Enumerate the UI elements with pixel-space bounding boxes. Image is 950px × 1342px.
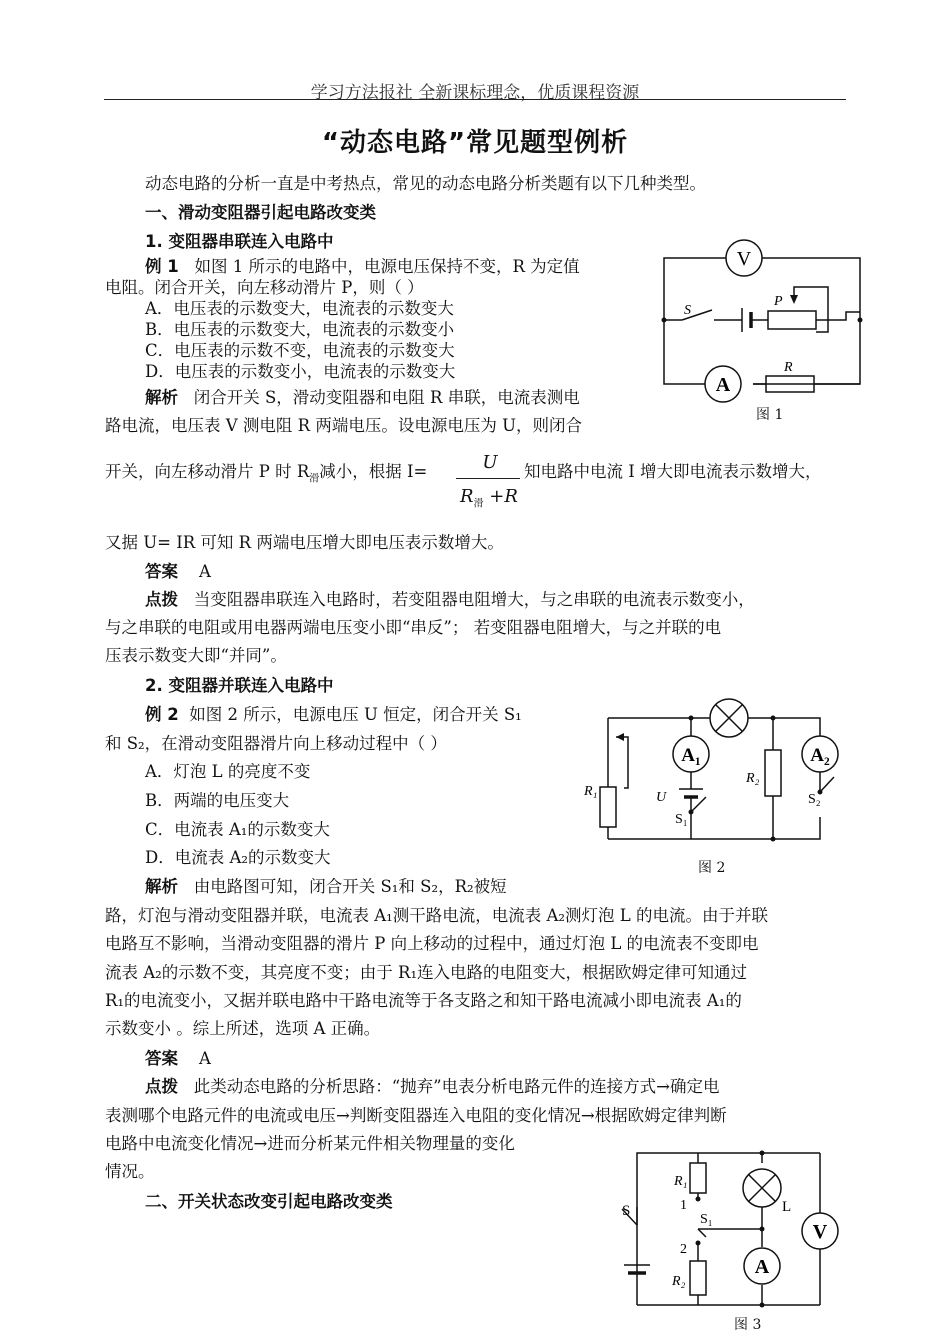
fig2-r2-label: R₂ [746, 771, 760, 786]
ex2-answer [145, 1049, 211, 1069]
ex2-line1 [145, 705, 522, 725]
fig3-s1-label: S₁ [700, 1212, 713, 1227]
ex1-line2: 电阻。闭合开关，向左移动滑片 P，则（ ） [105, 278, 424, 297]
ex2-option-d: D．电流表 A₂的示数变大 [145, 848, 331, 867]
fig2-r1-label: R₁ [584, 784, 598, 799]
ex1-label: 例 1 [145, 257, 179, 276]
formula-den-tail: +R [483, 486, 518, 507]
ex1-analysis-text3a: 开关，向左移动滑片 P 时 R [105, 462, 310, 481]
ex2-tip-line1 [145, 1077, 719, 1097]
section2-heading: 二、开关状态改变引起电路改变类 [145, 1192, 393, 1211]
ex1-analysis-text1: 闭合开关 S，滑动变阻器和电阻 R 串联，电流表测电 [193, 388, 580, 407]
ex1-tip-line1 [145, 590, 755, 610]
fig3-s-label: S [622, 1203, 631, 1219]
formula-den-sub: 滑 [473, 498, 484, 510]
intro-text: 动态电路的分析一直是中考热点，常见的动态电路分析类题有以下几种类型。 [145, 174, 706, 193]
ex1-tip-label: 点拨 [145, 590, 178, 609]
fig2-u-label: U [656, 790, 667, 805]
ex1-analysis-line3 [105, 462, 427, 489]
ex1-answer [145, 562, 211, 582]
ex2-answer-label: 答案 [145, 1049, 178, 1068]
fig3-r1-label: R₁ [674, 1174, 688, 1189]
ex1-sub-hua: 滑 [309, 473, 320, 485]
fig3-lamp-label: L [782, 1199, 792, 1215]
fig3-pos2-label: 2 [680, 1242, 687, 1257]
ex2-tip-line2: 表测哪个电路元件的电流或电压→判断变阻器连入电阻的变化情况→根据欧姆定律判断 [105, 1106, 727, 1125]
ex2-analysis-line3: 电路互不影响，当滑动变阻器的滑片 P 向上移动的过程中，通过灯泡 L 的电流表不变即电 [105, 934, 759, 953]
ex1-analysis-text3b: 减小，根据 I= [319, 462, 428, 481]
fig3-voltmeter-label: V [812, 1221, 828, 1243]
ex1-analysis-line3c: 知电路中电流 I 增大即电流表示数增大， [524, 462, 822, 481]
ex1-answer-label: 答案 [145, 562, 178, 581]
fig1-resistor-label: R [784, 360, 793, 375]
ex2-answer-value: A [198, 1049, 211, 1068]
ex2-label: 例 2 [145, 705, 179, 724]
ex1-option-a: A．电压表的示数变大，电流表的示数变大 [145, 299, 454, 318]
ex1-option-b: B．电压表的示数变大，电流表的示数变小 [145, 320, 455, 339]
ex2-analysis-line1 [145, 877, 507, 897]
figure-1-caption: 图 1 [756, 407, 784, 423]
ex1-analysis-line2: 路电流，电压表 V 测电阻 R 两端电压。设电源电压为 U，则闭合 [105, 416, 582, 435]
ex2-option-a: A．灯泡 L 的亮度不变 [145, 762, 311, 781]
ex2-tip-line3: 电路中电流变化情况→进而分析某元件相关物理量的变化 [105, 1134, 515, 1153]
fig2-s2-label: S₂ [808, 792, 821, 807]
fig3-r2-label: R₂ [672, 1274, 686, 1289]
formula-numerator: U [482, 452, 498, 473]
ex2-option-c: C．电流表 A₁的示数变大 [145, 820, 330, 839]
ex2-tip-text1: 此类动态电路的分析思路：“抛弃”电表分析电路元件的连接方式→确定电 [193, 1077, 720, 1096]
ex2-line2: 和 S₂，在滑动变阻器滑片向上移动过程中（ ） [105, 734, 447, 753]
ex2-analysis-line4: 流表 A₂的示数不变，其亮度不变；由于 R₁连入电路的电阻变大，根据欧姆定律可知通过 [105, 963, 748, 982]
ex1-analysis-line1 [145, 388, 580, 408]
formula-denominator [460, 486, 518, 510]
ex2-analysis-line6: 示数变小 。综上所述，选项 A 正确。 [105, 1019, 381, 1038]
ex2-tip-label: 点拨 [145, 1077, 178, 1096]
subsection1-heading: 1. 变阻器串联连入电路中 [145, 232, 334, 251]
section1-heading: 一、滑动变阻器引起电路改变类 [145, 203, 376, 222]
fig2-s1-label: S₁ [675, 812, 688, 827]
fig1-switch-label: S [684, 303, 691, 318]
ex2-analysis-line5: R₁的电流变小，又据并联电路中干路电流等于各支路之和知干路电流减小即电流表 A₁的 [105, 991, 742, 1010]
ex2-tip-line4: 情况。 [105, 1162, 155, 1181]
ex1-text1: 如图 1 所示的电路中，电源电压保持不变，R 为定值 [194, 257, 580, 276]
figure-2-caption: 图 2 [698, 860, 726, 876]
page-header: 学习方法报社 全新课标理念，优质课程资源 [310, 83, 640, 103]
figure-1-circuit [650, 232, 870, 427]
fig2-ammeter2-label: A₂ [810, 745, 830, 766]
fig1-voltmeter-label: V [736, 248, 752, 270]
figure-3-circuit [610, 1145, 850, 1310]
formula-den-r: R [460, 486, 474, 507]
ex1-analysis-label: 解析 [145, 388, 178, 407]
ex2-option-b: B．两端的电压变大 [145, 791, 290, 810]
fig2-ammeter1-label: A₁ [681, 745, 701, 766]
ex1-tip-line2: 与之串联的电阻或用电器两端电压变小即“串反”； 若变阻器电阻增大，与之并联的电 [105, 618, 722, 637]
ex1-tip-text1: 当变阻器串联连入电路时，若变阻器电阻增大，与之串联的电流表示数变小， [193, 590, 755, 609]
ex2-text1: 如图 2 所示，电源电压 U 恒定，闭合开关 S₁ [189, 705, 522, 724]
ex2-analysis-text1: 由电路图可知，闭合开关 S₁和 S₂，R₂被短 [193, 877, 507, 896]
page-title: “动态电路”常见题型例析 [321, 128, 629, 158]
figure-3-caption: 图 3 [734, 1317, 762, 1333]
formula-bar [456, 478, 520, 479]
ex2-analysis-line2: 路，灯泡与滑动变阻器并联，电流表 A₁测干路电流，电流表 A₂测灯泡 L 的电流。由于并联 [105, 906, 768, 925]
figure-2-circuit [578, 692, 853, 852]
ex2-analysis-label: 解析 [145, 877, 178, 896]
ex1-tip-line3: 压表示数变大即“并同”。 [105, 646, 287, 665]
fig3-pos1-label: 1 [680, 1198, 687, 1213]
ex1-line1 [145, 257, 580, 277]
fig1-ammeter-label: A [715, 374, 731, 396]
ex1-option-c: C．电压表的示数不变，电流表的示数变大 [145, 341, 455, 360]
ex1-answer-value: A [198, 562, 211, 581]
ex1-analysis-line4: 又据 U= IR 可知 R 两端电压增大即电压表示数增大。 [105, 533, 504, 552]
subsection2-heading: 2. 变阻器并联连入电路中 [145, 676, 334, 695]
fig1-slider-label: P [774, 294, 783, 309]
fig3-ammeter-label: A [754, 1256, 770, 1278]
ex1-option-d: D．电压表的示数变小，电流表的示数变大 [145, 362, 456, 381]
header-divider [104, 99, 846, 100]
